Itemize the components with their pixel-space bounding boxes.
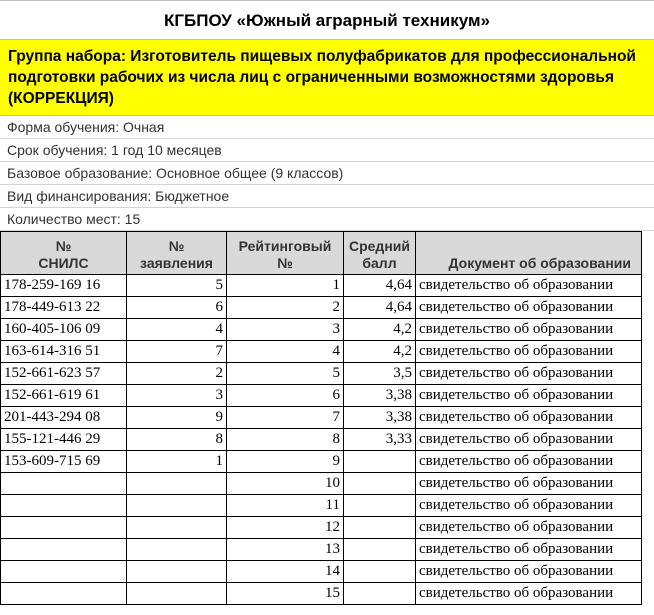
table-header-row xyxy=(1,232,642,275)
cell-application-number[interactable]: 4 xyxy=(127,319,227,341)
header-document[interactable]: Документ об образовании xyxy=(416,232,642,275)
cell-application-number[interactable] xyxy=(127,473,227,495)
header-application-line1: № xyxy=(168,238,185,254)
cell-document[interactable]: свидетельство об образовании xyxy=(416,275,642,297)
cell-document[interactable]: свидетельство об образовании xyxy=(416,319,642,341)
cell-rating-number[interactable]: 2 xyxy=(227,297,344,319)
table-row xyxy=(1,429,642,451)
cell-rating-number[interactable]: 13 xyxy=(227,539,344,561)
cell-average-score[interactable]: 4,2 xyxy=(344,319,416,341)
cell-average-score[interactable] xyxy=(344,561,416,583)
info-base-education[interactable]: Базовое образование: Основное общее (9 классов) xyxy=(0,162,654,185)
cell-document[interactable]: свидетельство об образовании xyxy=(416,561,642,583)
cell-snils[interactable]: 152-661-623 57 xyxy=(1,363,127,385)
cell-rating-number[interactable]: 5 xyxy=(227,363,344,385)
cell-snils[interactable]: 155-121-446 29 xyxy=(1,429,127,451)
cell-application-number[interactable]: 7 xyxy=(127,341,227,363)
cell-average-score[interactable]: 3,33 xyxy=(344,429,416,451)
cell-rating-number[interactable]: 6 xyxy=(227,385,344,407)
cell-rating-number[interactable]: 11 xyxy=(227,495,344,517)
cell-average-score[interactable]: 3,38 xyxy=(344,385,416,407)
cell-application-number[interactable]: 2 xyxy=(127,363,227,385)
cell-average-score[interactable] xyxy=(344,495,416,517)
org-title[interactable]: КГБПОУ «Южный аграрный техникум» xyxy=(0,0,654,40)
table-row xyxy=(1,495,642,517)
cell-document[interactable]: свидетельство об образовании xyxy=(416,539,642,561)
cell-document[interactable]: свидетельство об образовании xyxy=(416,429,642,451)
cell-average-score[interactable]: 3,5 xyxy=(344,363,416,385)
info-funding[interactable]: Вид финансирования: Бюджетное xyxy=(0,185,654,208)
table-row xyxy=(1,385,642,407)
cell-document[interactable]: свидетельство об образовании xyxy=(416,297,642,319)
header-average-line1: Средний xyxy=(348,238,410,254)
info-duration[interactable]: Срок обучения: 1 год 10 месяцев xyxy=(0,139,654,162)
cell-snils[interactable] xyxy=(1,495,127,517)
cell-average-score[interactable] xyxy=(344,539,416,561)
cell-rating-number[interactable]: 7 xyxy=(227,407,344,429)
cell-application-number[interactable]: 1 xyxy=(127,451,227,473)
cell-rating-number[interactable]: 15 xyxy=(227,583,344,605)
cell-rating-number[interactable]: 1 xyxy=(227,275,344,297)
header-average-line2: балл xyxy=(362,255,397,271)
cell-rating-number[interactable]: 8 xyxy=(227,429,344,451)
header-rating-line2: № xyxy=(277,255,293,271)
table-row xyxy=(1,473,642,495)
cell-document[interactable]: свидетельство об образовании xyxy=(416,385,642,407)
table-row xyxy=(1,517,642,539)
cell-snils[interactable] xyxy=(1,539,127,561)
table-body xyxy=(1,275,642,605)
table-row xyxy=(1,297,642,319)
cell-average-score[interactable] xyxy=(344,517,416,539)
cell-snils[interactable]: 163-614-316 51 xyxy=(1,341,127,363)
table-row xyxy=(1,341,642,363)
cell-rating-number[interactable]: 3 xyxy=(227,319,344,341)
cell-snils[interactable]: 160-405-106 09 xyxy=(1,319,127,341)
cell-application-number[interactable] xyxy=(127,539,227,561)
info-seats[interactable]: Количество мест: 15 xyxy=(0,208,654,231)
cell-average-score[interactable] xyxy=(344,451,416,473)
cell-document[interactable]: свидетельство об образовании xyxy=(416,363,642,385)
cell-rating-number[interactable]: 12 xyxy=(227,517,344,539)
cell-application-number[interactable] xyxy=(127,517,227,539)
cell-rating-number[interactable]: 10 xyxy=(227,473,344,495)
cell-application-number[interactable]: 9 xyxy=(127,407,227,429)
table-row xyxy=(1,583,642,605)
cell-application-number[interactable]: 8 xyxy=(127,429,227,451)
cell-snils[interactable] xyxy=(1,473,127,495)
table-row xyxy=(1,407,642,429)
group-header[interactable]: Группа набора: Изготовитель пищевых полуфабрикатов для профессиональной подготовки рабочих из числа лиц с ограниченными возможностями здоровья (КОРРЕКЦИЯ) xyxy=(0,40,654,116)
cell-application-number[interactable] xyxy=(127,561,227,583)
cell-document[interactable]: свидетельство об образовании xyxy=(416,451,642,473)
cell-application-number[interactable] xyxy=(127,495,227,517)
cell-snils[interactable]: 153-609-715 69 xyxy=(1,451,127,473)
cell-average-score[interactable]: 3,38 xyxy=(344,407,416,429)
cell-document[interactable]: свидетельство об образовании xyxy=(416,473,642,495)
cell-average-score[interactable] xyxy=(344,583,416,605)
cell-application-number[interactable] xyxy=(127,583,227,605)
header-snils-line2: СНИЛС xyxy=(38,255,89,271)
cell-snils[interactable] xyxy=(1,583,127,605)
cell-average-score[interactable] xyxy=(344,473,416,495)
cell-average-score[interactable]: 4,2 xyxy=(344,341,416,363)
cell-document[interactable]: свидетельство об образовании xyxy=(416,517,642,539)
table-row xyxy=(1,539,642,561)
header-application-line2: заявления xyxy=(140,255,213,271)
cell-document[interactable]: свидетельство об образовании xyxy=(416,341,642,363)
cell-snils[interactable]: 178-449-613 22 xyxy=(1,297,127,319)
cell-snils[interactable]: 201-443-294 08 xyxy=(1,407,127,429)
info-study-form[interactable]: Форма обучения: Очная xyxy=(0,116,654,139)
cell-snils[interactable] xyxy=(1,517,127,539)
cell-document[interactable]: свидетельство об образовании xyxy=(416,407,642,429)
header-average-score[interactable] xyxy=(344,232,416,275)
cell-document[interactable]: свидетельство об образовании xyxy=(416,495,642,517)
cell-rating-number[interactable]: 9 xyxy=(227,451,344,473)
cell-average-score[interactable]: 4,64 xyxy=(344,297,416,319)
header-rating-line1: Рейтинговый xyxy=(238,238,332,254)
cell-application-number[interactable]: 5 xyxy=(127,275,227,297)
cell-average-score[interactable]: 4,64 xyxy=(344,275,416,297)
cell-snils[interactable]: 152-661-619 61 xyxy=(1,385,127,407)
cell-application-number[interactable]: 3 xyxy=(127,385,227,407)
cell-application-number[interactable]: 6 xyxy=(127,297,227,319)
header-application[interactable] xyxy=(127,232,227,275)
header-snils-line1: № xyxy=(55,238,72,254)
table-row xyxy=(1,451,642,473)
cell-snils[interactable] xyxy=(1,561,127,583)
cell-rating-number[interactable]: 14 xyxy=(227,561,344,583)
header-rating[interactable] xyxy=(227,232,344,275)
table-row xyxy=(1,363,642,385)
table-row xyxy=(1,561,642,583)
cell-document[interactable]: свидетельство об образовании xyxy=(416,583,642,605)
cell-rating-number[interactable]: 4 xyxy=(227,341,344,363)
cell-snils[interactable]: 178-259-169 16 xyxy=(1,275,127,297)
applicants-table xyxy=(0,231,642,605)
header-snils[interactable] xyxy=(1,232,127,275)
table-row xyxy=(1,319,642,341)
table-row xyxy=(1,275,642,297)
